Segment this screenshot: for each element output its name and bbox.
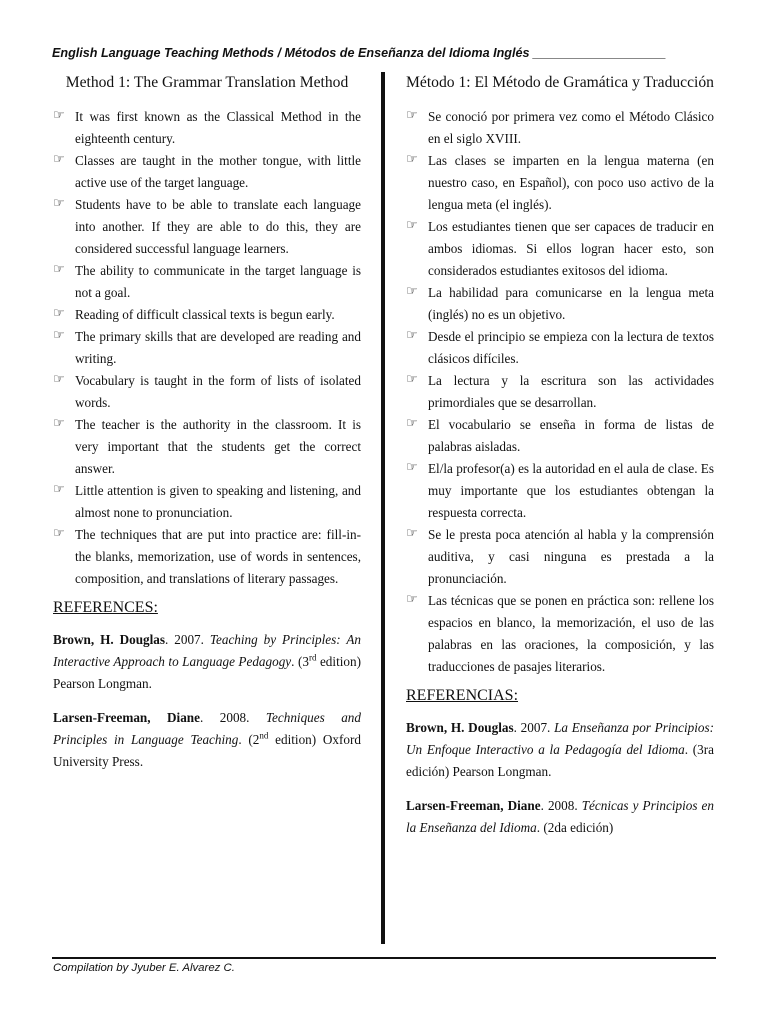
english-column (53, 72, 361, 785)
pointing-hand-icon: ☞ (406, 592, 418, 607)
reference-book-title: Teaching by Principles: An Interactive Approach to Language Pedagogy (53, 632, 362, 669)
reference-author: Larsen-Freeman, Diane (53, 710, 200, 725)
reference-item-brown (406, 717, 714, 783)
bullet-item (406, 106, 714, 150)
reference-book-title: Techniques and Principles in Language Teaching (53, 710, 361, 747)
pointing-hand-icon: ☞ (406, 284, 418, 299)
spanish-method-title: Método 1: El Método de Gramática y Traducción (406, 74, 714, 91)
bullet-item (406, 150, 714, 216)
bullet-text: Desde el principio se empieza con la lectura de textos clásicos difíciles. (428, 329, 714, 366)
reference-book-title: La Enseñanza por Principios: Un Enfoque Interactivo a la Pedagogía del Idioma (406, 720, 714, 757)
bullet-item (53, 480, 361, 524)
bullet-text: The teacher is the authority in the classroom. It is very important that the students get the correct answer. (75, 417, 361, 476)
bullet-item (53, 260, 361, 304)
page-header (52, 46, 716, 60)
pointing-hand-icon: ☞ (406, 460, 418, 475)
reference-author: Brown, H. Douglas (406, 720, 514, 735)
pointing-hand-icon: ☞ (53, 328, 65, 343)
footer-rule (52, 957, 716, 959)
pointing-hand-icon: ☞ (406, 152, 418, 167)
header-blank-line: ___________________ (532, 46, 667, 60)
bullet-text: Se le presta poca atención al habla y la comprensión auditiva, y casi ninguna es prestada a la pronunciación. (428, 527, 714, 586)
bullet-item (406, 524, 714, 590)
header-title: English Language Teaching Methods / Métodos de Enseñanza del Idioma Inglés (52, 46, 530, 60)
bullet-text: The techniques that are put into practice are: fill-in-the blanks, memorization, use of words in sentences, composition, and translations of literary passages. (75, 527, 361, 586)
pointing-hand-icon: ☞ (53, 526, 65, 541)
reference-publisher: . (2da edición) (536, 820, 614, 835)
bullet-item (53, 106, 361, 150)
english-method-title: Method 1: The Grammar Translation Method (65, 74, 349, 91)
bullet-item (53, 194, 361, 260)
pointing-hand-icon: ☞ (53, 108, 65, 123)
spanish-column (406, 72, 714, 851)
reference-edition-ordinal: rd (308, 652, 317, 663)
reference-author: Larsen-Freeman, Diane (406, 798, 541, 813)
reference-item-larsen-freeman (53, 707, 361, 773)
referencias-heading: REFERENCIAS: (406, 687, 519, 704)
bullet-text: Little attention is given to speaking and listening, and almost none to pronunciation. (75, 483, 361, 520)
bullet-item (406, 370, 714, 414)
column-divider (381, 72, 385, 944)
pointing-hand-icon: ☞ (406, 108, 418, 123)
reference-edition-ordinal: nd (259, 730, 269, 741)
english-bullet-list (53, 106, 361, 590)
bullet-text: The ability to communicate in the target language is not a goal. (75, 263, 361, 300)
reference-publisher: edition) Oxford University Press. (53, 732, 361, 769)
reference-item-brown (53, 629, 361, 695)
bullet-text: El vocabulario se enseña in forma de listas de palabras aisladas. (428, 417, 714, 454)
bullet-text: Reading of difficult classical texts is begun early. (75, 307, 335, 322)
bullet-item (53, 370, 361, 414)
bullet-text: Classes are taught in the mother tongue, with little active use of the target language. (75, 153, 361, 190)
bullet-item (406, 458, 714, 524)
bullet-item (406, 216, 714, 282)
bullet-item (53, 414, 361, 480)
bullet-text: The primary skills that are developed are reading and writing. (75, 329, 361, 366)
bullet-text: It was first known as the Classical Method in the eighteenth century. (75, 109, 361, 146)
pointing-hand-icon: ☞ (406, 526, 418, 541)
bullet-text: La habilidad para comunicarse en la lengua meta (inglés) no es un objetivo. (428, 285, 714, 322)
bullet-item (53, 304, 361, 326)
bullet-item (406, 282, 714, 326)
bullet-text: Students have to be able to translate each language into another. If they are able to do this, they are considered successful language learners. (75, 197, 361, 256)
bullet-text: Los estudiantes tienen que ser capaces de traducir en ambos idiomas. Si ellos logran hacer esto, son considerados estudiantes exitosos del idioma. (428, 219, 714, 278)
reference-year: . 2007. (513, 720, 555, 735)
reference-publisher: edition) Pearson Longman. (53, 654, 361, 691)
bullet-item (406, 414, 714, 458)
pointing-hand-icon: ☞ (406, 328, 418, 343)
footer-credit: Compilation by Jyuber E. Alvarez C. (53, 962, 235, 974)
reference-edition: . (2 (238, 732, 260, 747)
pointing-hand-icon: ☞ (53, 372, 65, 387)
reference-item-larsen-freeman (406, 795, 714, 839)
bullet-text: Vocabulary is taught in the form of lists of isolated words. (75, 373, 361, 410)
pointing-hand-icon: ☞ (53, 306, 65, 321)
references-heading: REFERENCES: (53, 599, 158, 616)
reference-year: . 2008. (199, 710, 266, 725)
pointing-hand-icon: ☞ (53, 262, 65, 277)
pointing-hand-icon: ☞ (406, 218, 418, 233)
bullet-item (53, 150, 361, 194)
bullet-text: Las técnicas que se ponen en práctica son: rellene los espacios en blanco, la memorización, el uso de las palabras en las oraciones, la composición, y las traducciones de pasajes literarios. (428, 593, 714, 674)
pointing-hand-icon: ☞ (53, 152, 65, 167)
reference-edition: . (3 (291, 654, 309, 669)
bullet-item (53, 326, 361, 370)
bullet-item (406, 590, 714, 678)
reference-author: Brown, H. Douglas (53, 632, 166, 647)
bullet-text: Las clases se imparten en la lengua materna (en nuestro caso, en Español), con poco uso activo de la lengua meta (el inglés). (428, 153, 714, 212)
bullet-item (53, 524, 361, 590)
bullet-text: Se conoció por primera vez como el Método Clásico en el siglo XVIII. (428, 109, 714, 146)
bullet-text: La lectura y la escritura son las actividades primordiales que se desarrollan. (428, 373, 714, 410)
pointing-hand-icon: ☞ (53, 482, 65, 497)
reference-year: . 2007. (165, 632, 210, 647)
pointing-hand-icon: ☞ (53, 416, 65, 431)
bullet-item (406, 326, 714, 370)
reference-publisher: . (3ra edición) Pearson Longman. (406, 742, 714, 779)
spanish-bullet-list (406, 106, 714, 678)
bullet-text: El/la profesor(a) es la autoridad en el aula de clase. Es muy importante que los estudiantes obtengan la respuesta correcta. (428, 461, 714, 520)
reference-year: . 2008. (540, 798, 582, 813)
pointing-hand-icon: ☞ (53, 196, 65, 211)
pointing-hand-icon: ☞ (406, 372, 418, 387)
reference-book-title: Técnicas y Principios en la Enseñanza del Idioma (406, 798, 715, 835)
pointing-hand-icon: ☞ (406, 416, 418, 431)
